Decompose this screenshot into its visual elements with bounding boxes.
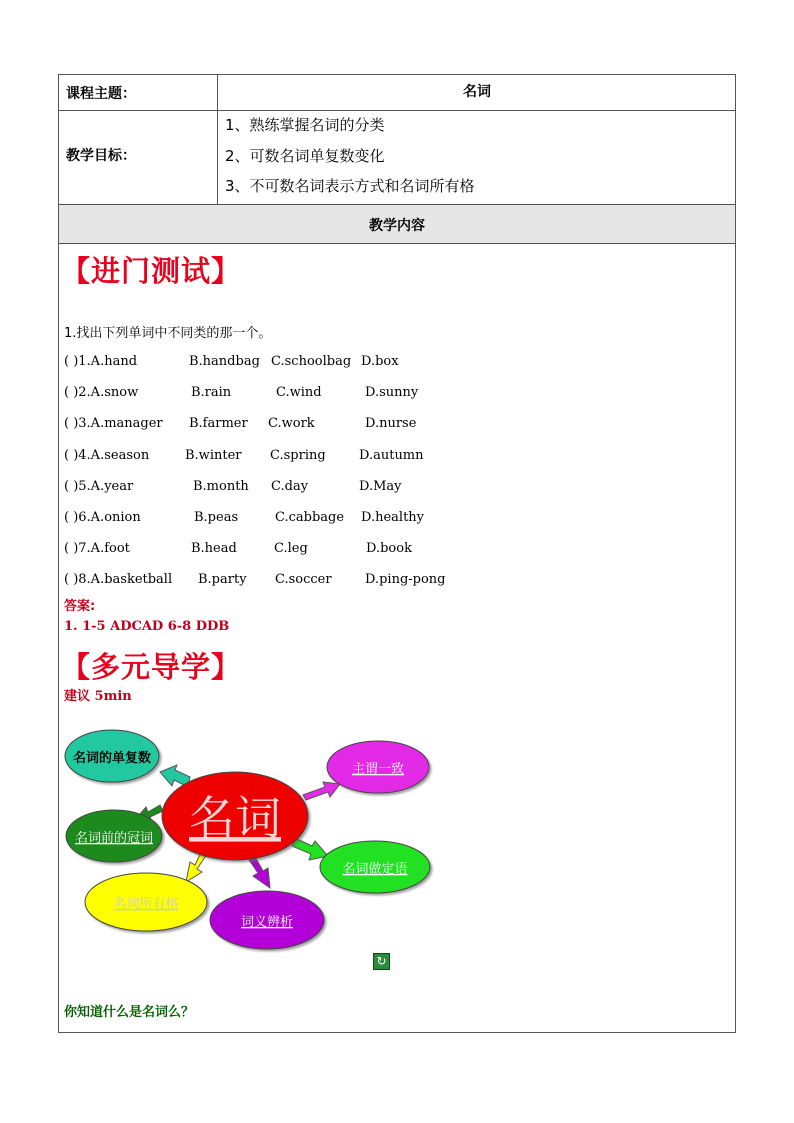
option-d: D.book [366, 541, 412, 556]
option-b: B.peas [194, 510, 239, 525]
option-b: B.month [193, 479, 249, 494]
node-attributive-label: 名词做定语 [342, 862, 408, 877]
goal-item: 2、可数名词单复数变化 [225, 147, 385, 165]
topic-value: 名词 [463, 84, 491, 100]
question-number: ( )4.A.season [64, 448, 150, 463]
question-number: ( )7.A.foot [64, 541, 130, 556]
option-b: B.party [198, 572, 247, 587]
refresh-icon[interactable]: ↻ [373, 953, 390, 970]
option-d: D.autumn [359, 448, 424, 463]
section-heading-test: 【进门测试】 [61, 254, 242, 288]
section-heading-guide: 【多元导学】 [61, 650, 242, 684]
option-d: D.May [359, 479, 402, 494]
option-b: B.farmer [189, 416, 248, 431]
node-agreement-label: 主谓一致 [351, 762, 405, 777]
option-c: C.soccer [275, 572, 332, 587]
option-d: D.nurse [365, 416, 417, 431]
topic-row [59, 75, 735, 111]
node-meaning-label: 词义辨析 [240, 915, 294, 930]
exercise-instruction: 1.找出下列单词中不同类的那一个。 [64, 326, 272, 341]
option-d: D.ping-pong [365, 572, 446, 587]
node-article-label: 名词前的冠词 [74, 831, 154, 846]
option-c: C.leg [274, 541, 308, 556]
option-d: D.sunny [365, 385, 419, 400]
question-number: ( )2.A.snow [64, 385, 139, 400]
option-c: C.day [271, 479, 309, 494]
goal-label-cell [59, 111, 218, 204]
question-number: ( )8.A.basketball [64, 572, 173, 587]
option-b: B.head [191, 541, 237, 556]
answer-label: 答案: [64, 599, 96, 614]
node-possessive-label: 名词所有格 [113, 897, 179, 912]
content-header: 教学内容 [369, 218, 425, 234]
question-number: ( )1.A.hand [64, 354, 138, 369]
option-b: B.winter [185, 448, 242, 463]
option-c: C.spring [270, 448, 326, 463]
question-number: ( )3.A.manager [64, 416, 163, 431]
question-number: ( )6.A.onion [64, 510, 141, 525]
guiding-question: 你知道什么是名词么？ [64, 1005, 195, 1020]
answer-text: 1. 1-5 ADCAD 6-8 DDB [64, 619, 230, 634]
suggested-time: 建议 5min [64, 689, 132, 704]
option-c: C.work [268, 416, 315, 431]
content-header-row [59, 205, 735, 244]
option-d: D.box [361, 354, 399, 369]
topic-label: 课程主题： [66, 86, 136, 102]
node-center-label: 名词 [189, 791, 281, 845]
option-d: D.healthy [361, 510, 425, 525]
option-c: C.schoolbag [271, 354, 352, 369]
option-b: B.handbag [189, 354, 260, 369]
question-number: ( )5.A.year [64, 479, 134, 494]
option-c: C.cabbage [275, 510, 345, 525]
topic-label-cell [59, 75, 218, 110]
option-b: B.rain [191, 385, 232, 400]
goal-label: 教学目标： [66, 148, 136, 164]
goal-item: 3、不可数名词表示方式和名词所有格 [225, 177, 475, 195]
node-single-plural-label: 名词的单复数 [72, 751, 152, 766]
option-c: C.wind [276, 385, 322, 400]
goal-row [59, 111, 735, 205]
goal-item: 1、熟练掌握名词的分类 [225, 116, 385, 134]
